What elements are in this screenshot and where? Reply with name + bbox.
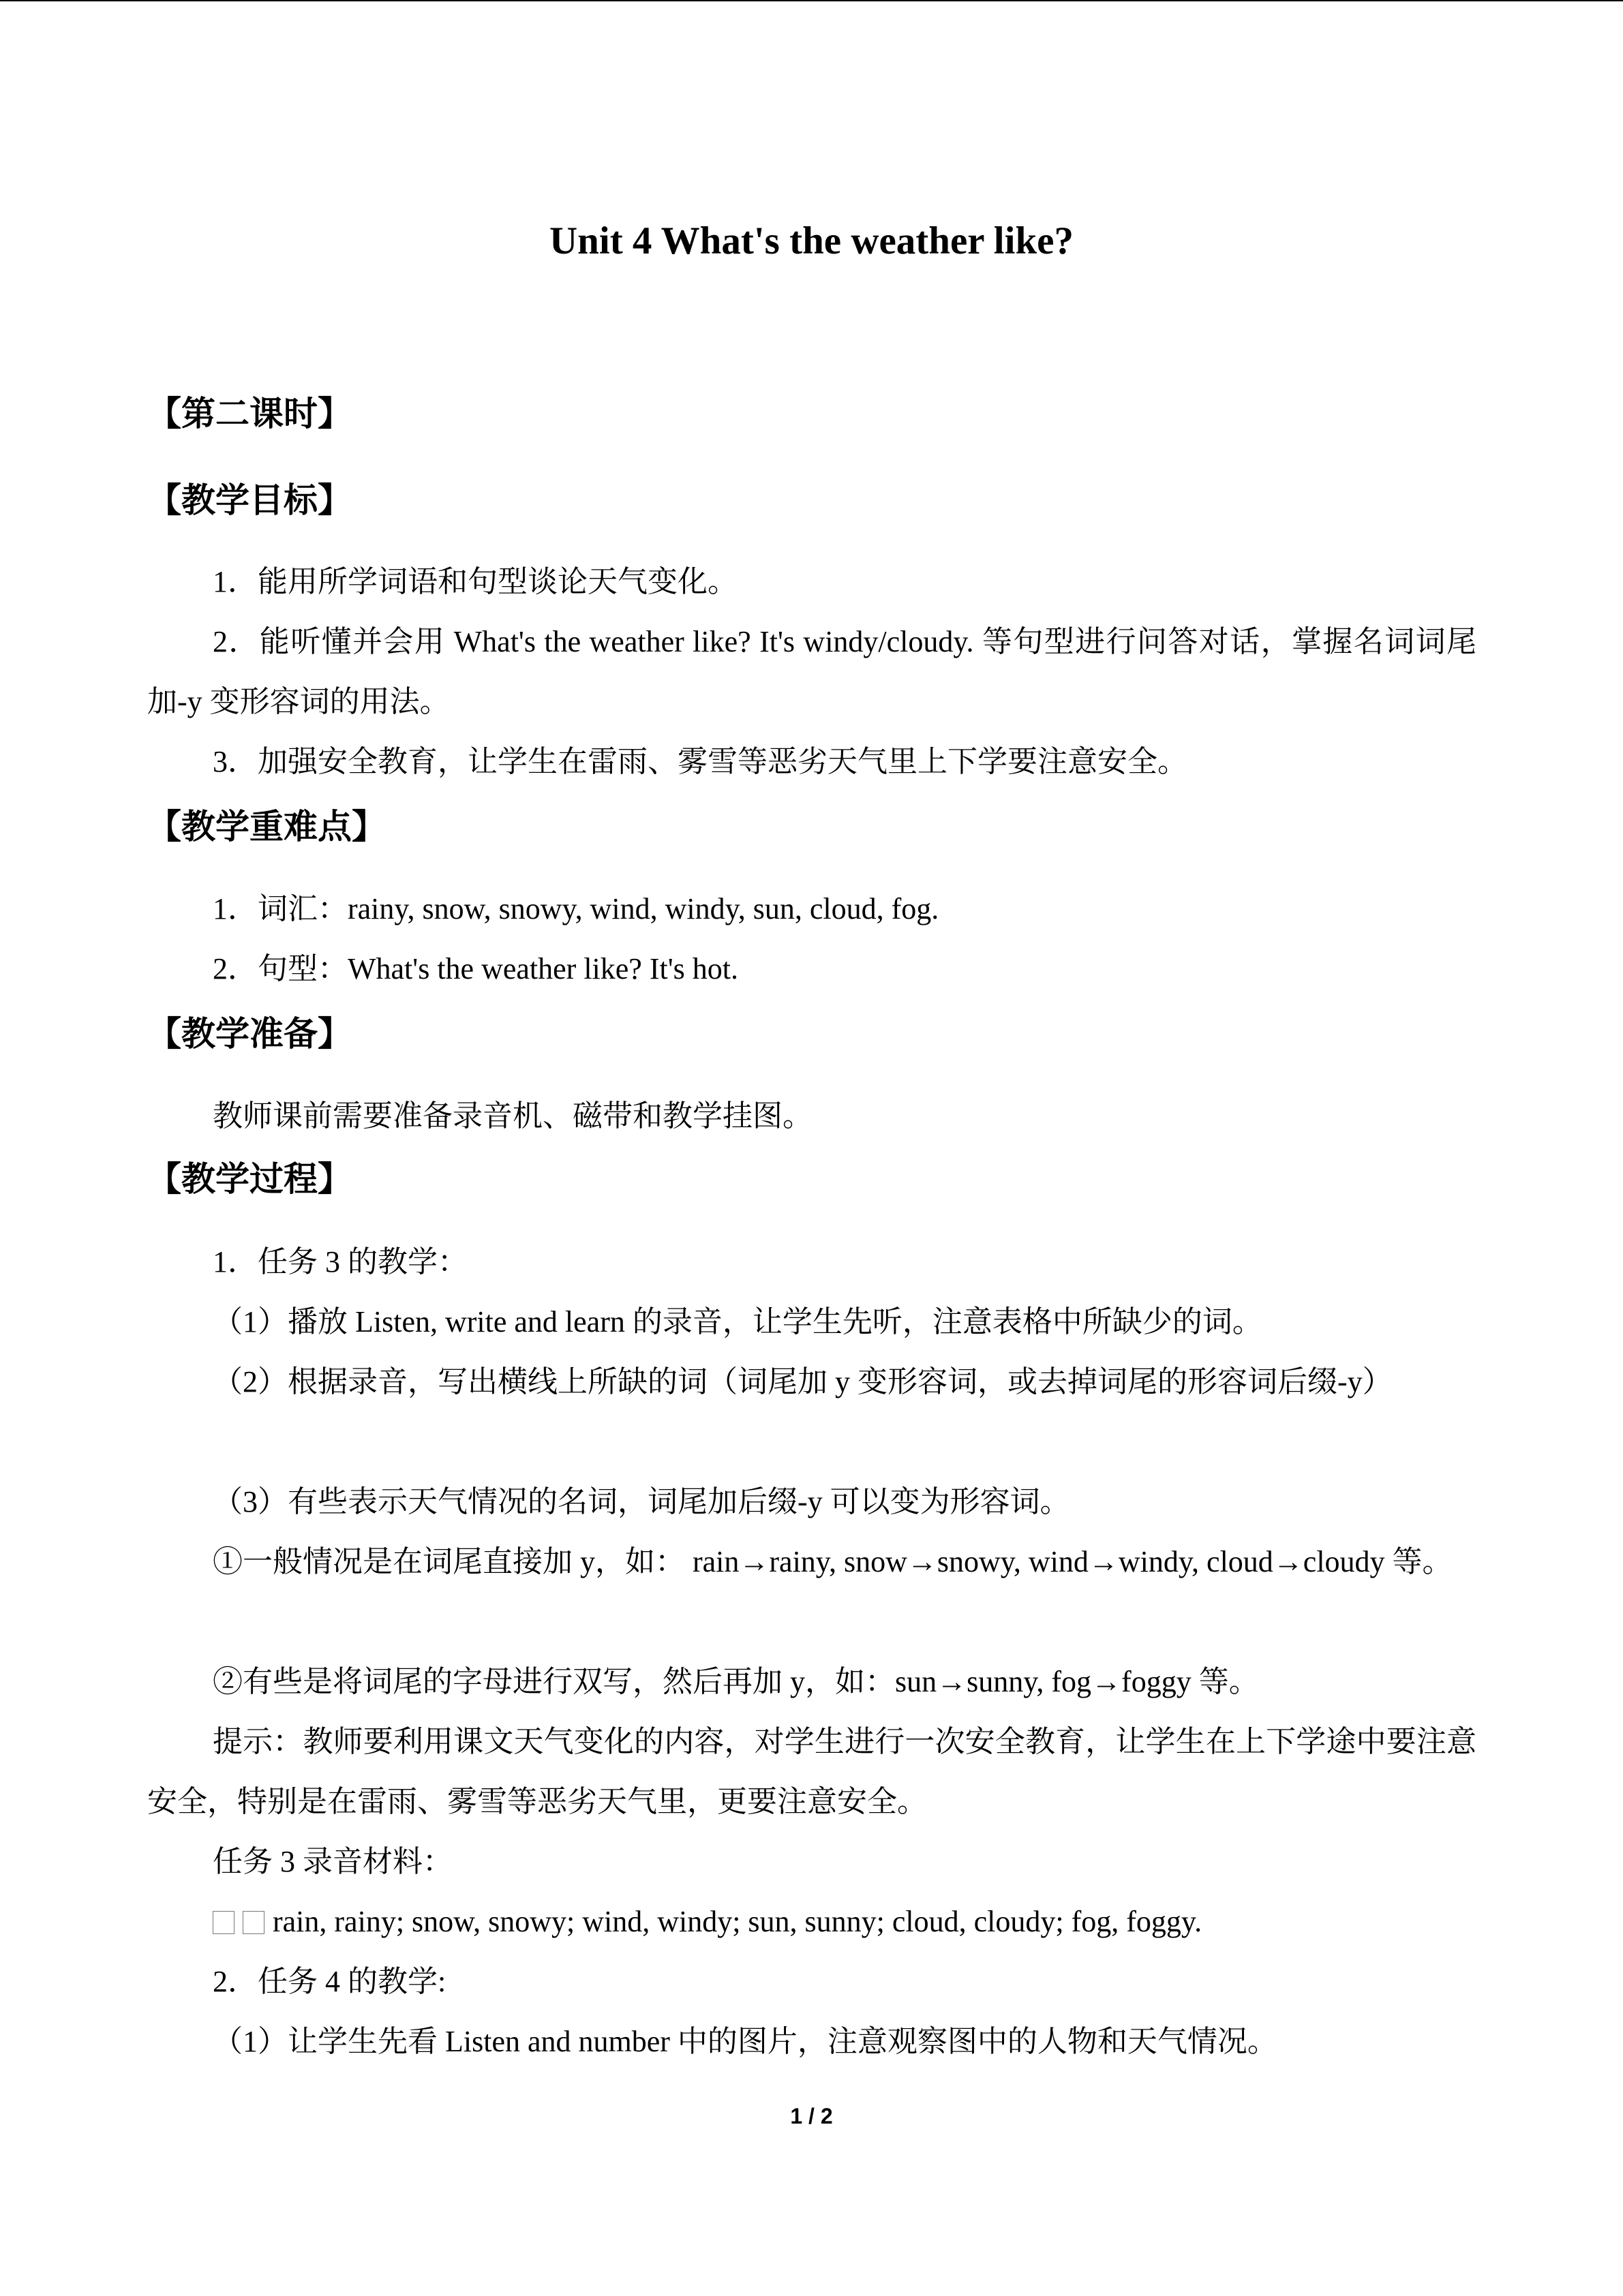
document-page <box>0 1 1623 2296</box>
objective-item: 2．能听懂并会用 What's the weather like? It's windy/cloudy. 等句型进行问答对话，掌握名词词尾加-y 变形容词的用法。 <box>147 625 1476 718</box>
process-step: （2）根据录音，写出横线上所缺的词（词尾加 y 变形容词，或去掉词尾的形容词后缀-y） <box>213 1365 1393 1398</box>
checkbox-glyph-icon <box>243 1911 264 1934</box>
objective-item: 3．加强安全教育，让学生在雷雨、雾雪等恶劣天气里上下学要注意安全。 <box>213 745 1187 778</box>
heading-process: 【教学过程】 <box>147 1159 352 1199</box>
key-point-item: 2．句型：What's the weather like? It's hot. <box>213 952 738 985</box>
task4-title: 2．任务 4 的教学: <box>213 1965 446 1998</box>
process-step: （1）播放 Listen, write and learn 的录音，让学生先听，注意表格中所缺少的词。 <box>213 1305 1262 1338</box>
objective-item: 1．能用所学词语和句型谈论天气变化。 <box>213 565 738 598</box>
heading-lesson: 【第二课时】 <box>147 394 352 433</box>
key-point-item: 1．词汇：rainy, snow, snowy, wind, windy, sun, cloud, fog. <box>213 892 939 925</box>
rule-item: ②有些是将词尾的字母进行双写，然后再加 y，如：sun→sunny, fog→foggy 等。 <box>213 1665 1259 1698</box>
page-number: 1 / 2 <box>790 2104 833 2128</box>
heading-preparation: 【教学准备】 <box>147 1014 352 1054</box>
recording-material-text: rain, rainy; snow, snowy; wind, windy; sun, sunny; cloud, cloudy; fog, foggy. <box>273 1905 1202 1938</box>
rule-item: ①一般情况是在词尾直接加 y，如： rain→rainy, snow→snowy, wind→windy, cloud→cloudy 等。 <box>213 1545 1453 1578</box>
heading-key-points: 【教学重难点】 <box>147 807 386 846</box>
material-title: 任务 3 录音材料： <box>213 1845 453 1878</box>
teaching-tip: 提示：教师要利用课文天气变化的内容，对学生进行一次安全教育，让学生在上下学途中要注意安全，特别是在雷雨、雾雪等恶劣天气里，更要注意安全。 <box>147 1725 1476 1818</box>
checkbox-glyph-icon <box>213 1911 234 1934</box>
process-step: （3）有些表示天气情况的名词，词尾加后缀-y 可以变为形容词。 <box>213 1485 1070 1518</box>
task3-title: 1．任务 3 的教学： <box>213 1245 468 1279</box>
process-step: （1）让学生先看 Listen and number 中的图片，注意观察图中的人物和天气情况。 <box>213 2025 1277 2058</box>
document-title: Unit 4 What's the weather like? <box>549 219 1074 262</box>
preparation-text: 教师课前需要准备录音机、磁带和教学挂图。 <box>213 1099 813 1133</box>
recording-material <box>213 1892 1542 1952</box>
heading-objectives: 【教学目标】 <box>147 480 352 520</box>
